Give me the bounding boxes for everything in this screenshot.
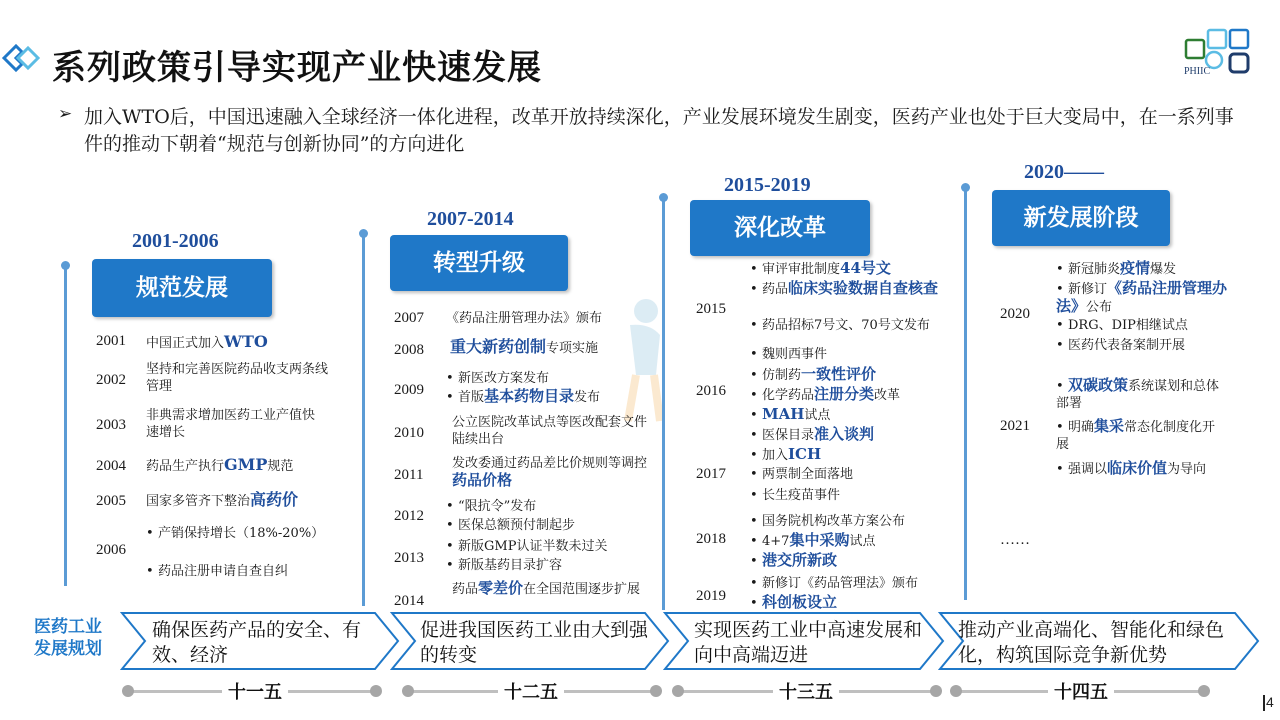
- stage-title-4: 新发展阶段: [992, 190, 1170, 246]
- diamond-logo-icon: [0, 38, 40, 78]
- page-divider: [1263, 695, 1265, 711]
- year-label: 2020: [1000, 306, 1030, 322]
- plan-goal-2: 促进我国医药工业由大到强的转变: [420, 619, 649, 666]
- year-label: 2010: [394, 425, 424, 441]
- year-label: 2014: [394, 593, 424, 609]
- period-dot: [1198, 685, 1210, 697]
- timeline-dot-4: [961, 183, 970, 192]
- period-dot: [650, 685, 662, 697]
- timeline-dot-1: [61, 261, 70, 270]
- period-dot: [930, 685, 942, 697]
- logo-text: PHIIC: [1184, 66, 1211, 77]
- timeline-line-2: [362, 236, 365, 606]
- timeline-dot-2: [359, 229, 368, 238]
- page-number: 4: [1266, 694, 1274, 710]
- year-label: 2005: [96, 493, 126, 509]
- year-label: 2011: [394, 467, 424, 483]
- plan-goal-1: 确保医药产品的安全、有效、经济: [152, 619, 362, 666]
- year-label: 2009: [394, 382, 424, 398]
- period-dot: [672, 685, 684, 697]
- year-label: 2002: [96, 372, 126, 388]
- period-label-3: 十三五: [773, 678, 839, 704]
- year-label: 2019: [696, 588, 726, 604]
- stage-title-1: 规范发展: [92, 259, 272, 317]
- intro-paragraph: 加入WTO后，中国迅速融入全球经济一体化进程，改革开放持续深化，产业发展环境发生剧变，医药产业也处于巨大变局中，在一系列事件的推动下朝着“规范与创新协同”的方向进化: [84, 106, 1234, 155]
- timeline-dot-3: [659, 193, 668, 202]
- year-label: 2001: [96, 333, 126, 349]
- period-label-1: 十一五: [222, 678, 288, 704]
- timeline-line-4: [964, 190, 967, 600]
- year-label: 2003: [96, 417, 126, 433]
- year-label: 2018: [696, 531, 726, 547]
- stage-range-4: 2020——: [1024, 161, 1104, 183]
- intro-bullet-icon: ➢: [58, 104, 73, 124]
- year-label: ……: [1000, 532, 1030, 548]
- stage-title-2: 转型升级: [390, 235, 568, 291]
- year-label: 2006: [96, 542, 126, 558]
- stage-range-2: 2007-2014: [427, 208, 514, 230]
- plan-label: 医药工业发展规划: [34, 617, 102, 659]
- year-label: 2013: [394, 550, 424, 566]
- period-dot: [370, 685, 382, 697]
- year-label: 2015: [696, 301, 726, 317]
- year-label: 2004: [96, 458, 126, 474]
- timeline-line-1: [64, 268, 67, 586]
- period-dot: [950, 685, 962, 697]
- year-label: 2021: [1000, 418, 1030, 434]
- period-dot: [402, 685, 414, 697]
- year-label: 2012: [394, 508, 424, 524]
- year-label: 2007: [394, 310, 424, 326]
- page-title: 系列政策引导实现产业快速发展: [52, 48, 542, 88]
- stage-range-3: 2015-2019: [724, 174, 811, 196]
- year-label: 2016: [696, 383, 726, 399]
- year-label: 2008: [394, 342, 424, 358]
- period-label-2: 十二五: [498, 678, 564, 704]
- year-label: 2017: [696, 466, 726, 482]
- period-dot: [122, 685, 134, 697]
- plan-goal-3: 实现医药工业中高速发展和向中高端迈进: [694, 619, 923, 666]
- stage-title-3: 深化改革: [690, 200, 870, 256]
- stage-range-1: 2001-2006: [132, 230, 219, 252]
- period-label-4: 十四五: [1048, 678, 1114, 704]
- timeline-line-3: [662, 200, 665, 610]
- plan-goal-4: 推动产业高端化、智能化和绿色化，构筑国际竞争新优势: [958, 619, 1225, 666]
